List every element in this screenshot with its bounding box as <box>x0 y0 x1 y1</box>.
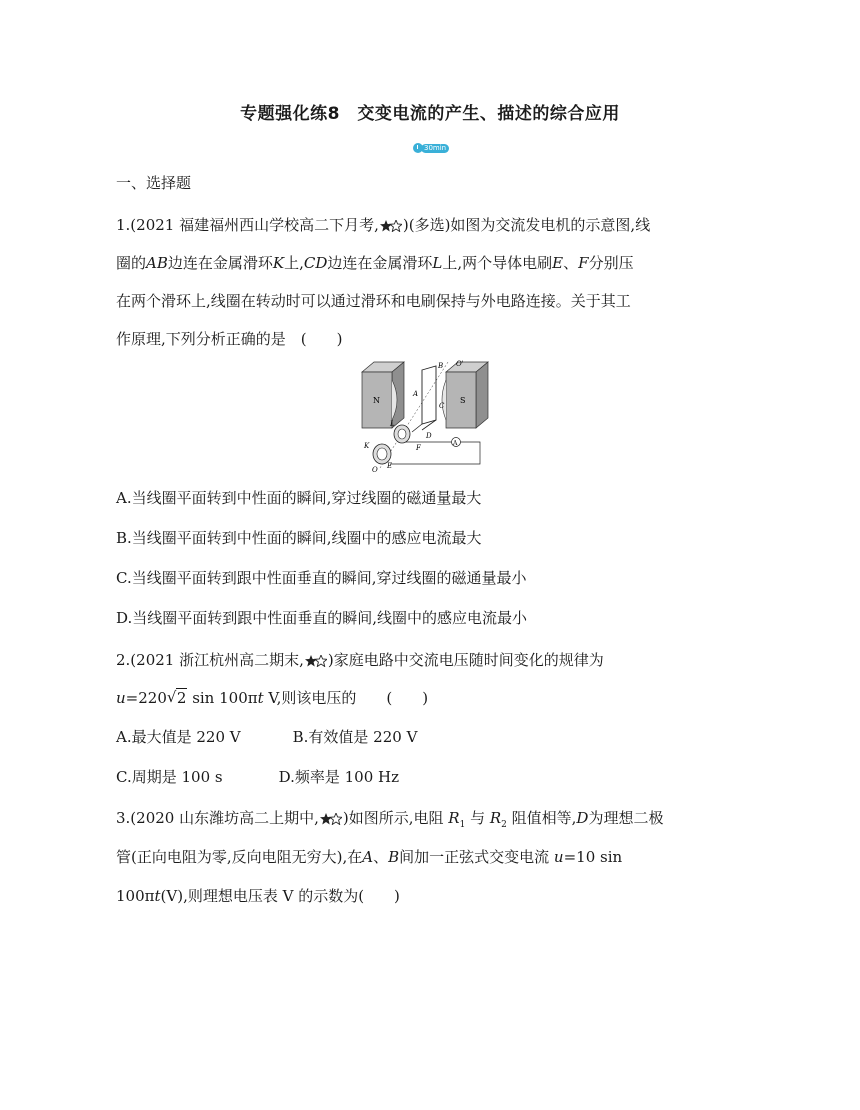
fig-label-f: F <box>416 444 421 452</box>
subscript-1: 1 <box>459 820 466 830</box>
q3-text: =10 sin <box>563 848 623 866</box>
q3-line-3 <box>116 886 400 906</box>
subscript-2: 2 <box>501 820 507 830</box>
var-k: K <box>272 254 285 272</box>
q3-text: 间加一正弦式交变电流 <box>399 848 554 866</box>
q3-text: (V),则理想电压表 V 的示数为( ) <box>160 887 400 905</box>
q2-options-row-1 <box>116 727 417 747</box>
fig-label-k: K <box>364 442 370 450</box>
q3-text: 管(正向电阻为零,反向电阻无穷大),在 <box>116 848 363 866</box>
fig-label-b: B <box>438 362 444 370</box>
q1-line-3: 在两个滑环上,线圈在转动时可以通过滑环和电刷保持与外电路连接。关于其工 <box>116 292 631 310</box>
q1-text: 边连在金属滑环 <box>167 254 273 272</box>
page-title: 专题强化练8 交变电流的产生、描述的综合应用 <box>240 104 620 124</box>
difficulty-stars-icon <box>380 220 402 232</box>
q2-option-a: A.最大值是 220 V <box>116 728 241 746</box>
q2-source: 2.(2021 浙江杭州高二期末, <box>116 651 304 669</box>
q1-text: )(多选)如图为交流发电机的示意图,线 <box>402 216 651 234</box>
q1-text: 圈的 <box>116 254 147 272</box>
q1-source: 1.(2021 福建福州西山学校高二下月考, <box>116 216 379 234</box>
q2-text: V,则该电压的 ( ) <box>263 689 429 707</box>
var-d: D <box>576 809 589 827</box>
q1-text: 分别压 <box>588 254 634 272</box>
generator-diagram <box>360 358 490 473</box>
var-r2: R <box>489 809 502 827</box>
q1-text: 上, <box>284 254 304 272</box>
fig-label-a: A <box>413 390 419 398</box>
var-u: u <box>553 848 564 866</box>
var-ab: AB <box>146 254 168 272</box>
q3-text: 阻值相等, <box>506 809 577 827</box>
q2-text: sin 100π <box>187 689 258 707</box>
q3-text: 100π <box>116 887 155 905</box>
q3-line-1 <box>116 808 663 835</box>
radicand: 2 <box>176 689 187 707</box>
difficulty-stars-icon <box>320 813 342 825</box>
q2-line-2 <box>116 688 428 708</box>
timer-label: 30min <box>421 144 449 153</box>
var-u: u <box>116 689 126 707</box>
var-cd: CD <box>303 254 328 272</box>
radical-sign: √ <box>166 688 177 706</box>
ammeter-label: A <box>453 440 458 447</box>
q2-options-row-2 <box>116 767 399 787</box>
q3-text: 为理想二极 <box>588 809 664 827</box>
q1-text: 边连在金属滑环 <box>327 254 433 272</box>
fig-label-n: N <box>373 396 380 405</box>
var-a: A <box>362 848 374 866</box>
fig-label-l: L <box>390 420 395 428</box>
q1-text: 、 <box>563 254 579 272</box>
q3-text: 、 <box>373 848 389 866</box>
q3-text: 与 <box>465 809 490 827</box>
q1-option-a: A.当线圈平面转到中性面的瞬间,穿过线圈的磁通量最大 <box>116 489 482 507</box>
fig-label-e: E <box>387 462 393 470</box>
q2-option-c: C.周期是 100 s <box>116 768 223 786</box>
fig-label-d: D <box>426 432 432 440</box>
var-l: L <box>432 254 443 272</box>
var-e: E <box>552 254 564 272</box>
clock-icon <box>413 143 423 153</box>
q1-line-1 <box>116 215 650 235</box>
q1-option-c: C.当线圈平面转到跟中性面垂直的瞬间,穿过线圈的磁通量最小 <box>116 569 527 587</box>
timer-badge <box>413 142 447 154</box>
q1-option-d: D.当线圈平面转到跟中性面垂直的瞬间,线圈中的感应电流最小 <box>116 609 528 627</box>
var-t: t <box>257 689 264 707</box>
sqrt-expression <box>167 688 188 708</box>
var-b: B <box>388 848 400 866</box>
var-r1: R <box>448 809 460 827</box>
q3-text: )如图所示,电阻 <box>342 809 449 827</box>
q2-text: =220 <box>125 689 167 707</box>
difficulty-stars-icon <box>305 655 327 667</box>
q1-option-b: B.当线圈平面转到中性面的瞬间,线圈中的感应电流最大 <box>116 529 482 547</box>
q3-source: 3.(2020 山东潍坊高二上期中, <box>116 809 319 827</box>
q1-text: 上,两个导体电刷 <box>442 254 553 272</box>
q1-line-4: 作原理,下列分析正确的是 ( ) <box>116 330 343 348</box>
fig-label-s: S <box>460 396 466 405</box>
fig-label-c: C <box>439 402 445 410</box>
q2-option-d: D.频率是 100 Hz <box>278 768 399 786</box>
var-f: F <box>578 254 589 272</box>
q3-line-2 <box>116 847 622 867</box>
section-heading: 一、选择题 <box>116 174 192 192</box>
q2-text: )家庭电路中交流电压随时间变化的规律为 <box>327 651 604 669</box>
q2-line-1 <box>116 650 604 670</box>
q2-option-b: B.有效值是 220 V <box>292 728 418 746</box>
fig-label-o: O <box>372 466 378 473</box>
fig-label-o-prime: O' <box>456 360 464 368</box>
var-t: t <box>154 887 161 905</box>
q1-line-2 <box>116 253 634 273</box>
